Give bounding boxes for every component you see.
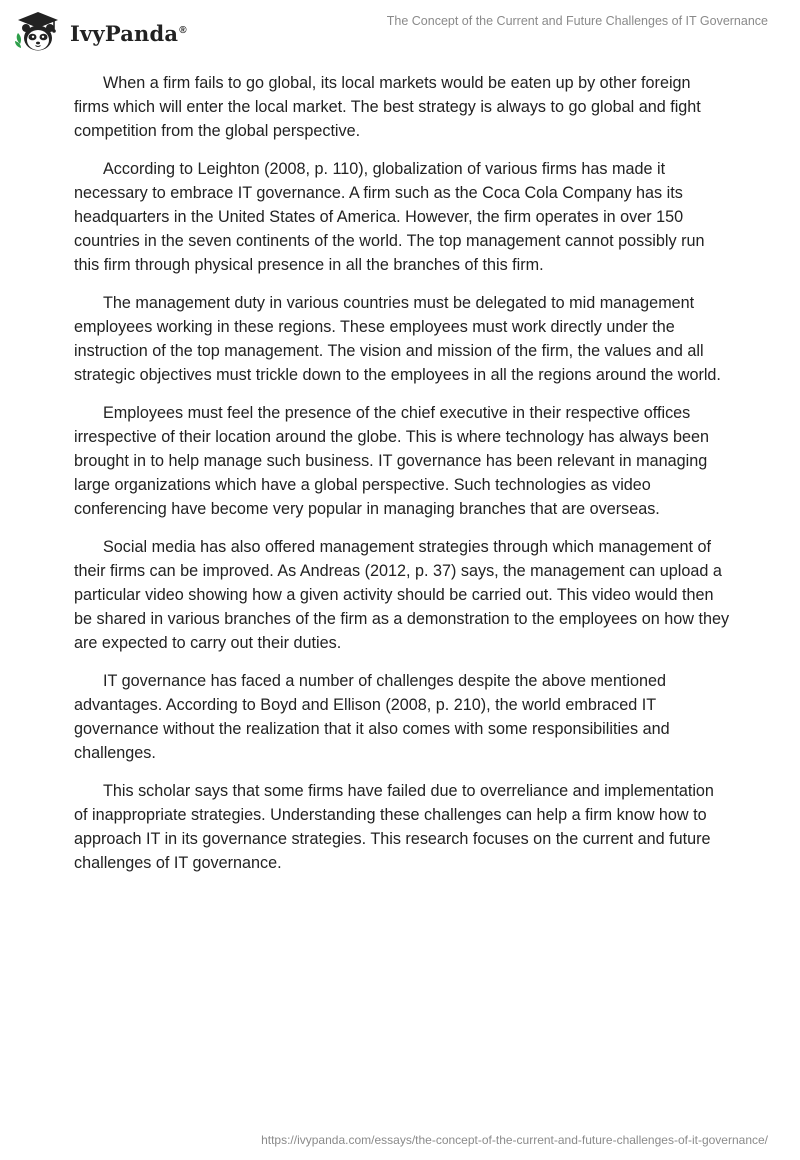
paragraph: IT governance has faced a number of challenges despite the above mentioned advantages. According to Boyd and Ellison (2008, p. 210), the world embraced IT governance without the realization that it also comes with some responsibilities and challenges. [74, 672, 670, 762]
panda-graduate-logo-icon [14, 10, 62, 54]
ivypanda-logo[interactable] [14, 10, 187, 54]
paragraph: Employees must feel the presence of the chief executive in their respective offices irrespective of their location around the globe. This is where technology has always been brought in to help manage such business. IT governance has been relevant in managing large organizations which have a global perspective. Such technologies as video conferencing have become very popular in managing branches that are overseas. [74, 404, 709, 518]
paragraph: Social media has also offered management strategies through which management of their firms can be improved. As Andreas (2012, p. 37) says, the management can upload a particular video showing how a given activity should be carried out. This video would then be shared in various branches of the firm as a demonstration to the employees on how they are expected to carry out their duties. [74, 538, 730, 652]
paragraph: This scholar says that some firms have failed due to overreliance and implementation of inappropriate strategies. Understanding these challenges can help a firm know how to approach IT in its governance strategies. This research focuses on the current and future challenges of IT governance. [74, 782, 714, 872]
paragraph: The management duty in various countries must be delegated to mid management employees working in these regions. These employees must work directly under the instruction of the top management. The vision and mission of the firm, the values and all strategic objectives must trickle down to the employees in all the regions around the world. [74, 294, 721, 384]
document-title: The Concept of the Current and Future Challenges of IT Governance [386, 14, 768, 28]
brand-name: IvyPanda® [70, 20, 187, 46]
page-header [0, 0, 800, 60]
paragraph: When a firm fails to go global, its local markets would be eaten up by other foreign firms which will enter the local market. The best strategy is always to go global and fight competition from the global perspective. [74, 74, 701, 140]
registered-mark: ® [179, 24, 187, 36]
paragraph: According to Leighton (2008, p. 110), globalization of various firms has made it necessary to embrace IT governance. A firm such as the Coca Cola Company has its headquarters in the United States of America. However, the firm operates in over 150 countries in the seven continents of the world. The top management cannot possibly run this firm through physical presence in all the branches of this firm. [74, 160, 705, 274]
source-url[interactable]: https://ivypanda.com/essays/the-concept-of-the-current-and-future-challenges-of-it-governance/ [261, 1133, 768, 1147]
essay-body [74, 71, 730, 889]
